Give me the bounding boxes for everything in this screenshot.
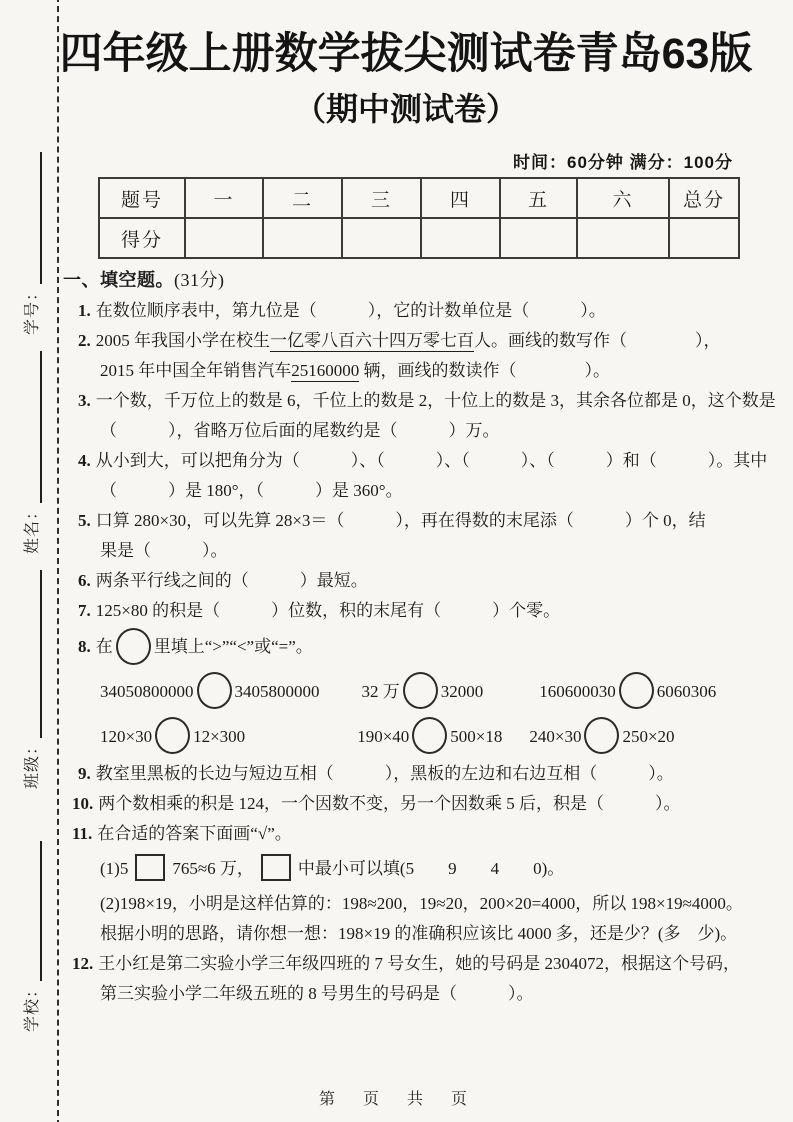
section-title: [63, 264, 779, 296]
text-run: 教室里黑板的长边与短边互相（ ），黑板的左边和右边互相（ ）。: [95, 763, 674, 783]
blank-circle: [412, 717, 447, 754]
question-line: [63, 296, 779, 326]
question-number: 1.: [78, 301, 91, 320]
question-number: 2.: [78, 331, 91, 350]
score-table-col-header: 一: [185, 178, 263, 218]
text-run: 果是（ ）。: [100, 541, 228, 560]
text-run: 在: [95, 637, 113, 656]
question-line: [63, 949, 779, 979]
question-number: 6.: [78, 571, 91, 590]
text-run: 6060306: [656, 681, 717, 701]
question-line: [63, 416, 779, 446]
score-value-cell: [342, 218, 421, 258]
score-table-col-header: 三: [342, 178, 421, 218]
text-run: 160600030: [539, 681, 616, 701]
score-value-cell: [185, 218, 263, 258]
text-run: 两条平行线之间的（ ）最短。: [95, 571, 368, 590]
text-run: 在合适的答案下面画“√”。: [97, 823, 292, 843]
text-run: 34050800000: [100, 681, 194, 701]
text-run: 32000: [440, 681, 484, 701]
question-line: [63, 386, 779, 416]
question-number: 8.: [78, 637, 91, 656]
text-run: 根据小明的思路，请你想一想：198×19 的准确积应该比 4000 多，还是少？(多 少)。: [100, 923, 738, 943]
page-footer: 第 页 共 页: [318, 1091, 473, 1108]
question-line: [63, 506, 779, 536]
sidebar-fields: [4, 66, 42, 1032]
question-line: [63, 566, 779, 596]
page-title: 四年级上册数学拔尖测试卷青岛63版: [59, 30, 753, 78]
blank-circle: [584, 717, 619, 754]
question-line: [63, 596, 779, 626]
exam-info: 时间：60分钟 满分：100分: [513, 153, 733, 172]
question-number: 12.: [72, 953, 94, 973]
sidebar-field-label: 学号：: [24, 283, 41, 335]
sidebar-fill-line: [37, 841, 42, 981]
question-number: 11.: [72, 823, 93, 843]
text-run: 500×18: [450, 726, 503, 746]
text-run: 从小到大，可以把角分为（ ）、（ ）、（ ）、（ ）和（ ）。其中: [95, 451, 768, 470]
score-table-col-header: 五: [500, 178, 577, 218]
dashed-cut-line: [57, 0, 59, 1122]
blank-circle: [116, 628, 151, 665]
text-run: （ ）是 180°，（ ）是 360°。: [100, 481, 403, 500]
question-line: [63, 759, 779, 789]
question-number: 7.: [78, 601, 91, 620]
text-run: 王小红是第二实验小学三年级四班的 7 号女生，她的号码是 2304072，根据这个号码，: [98, 953, 740, 973]
sidebar-field: [23, 351, 42, 554]
question-number: 10.: [72, 793, 94, 813]
question-line: [63, 626, 779, 669]
score-value-cell: [263, 218, 342, 258]
text-run: 2005 年我国小学在校生: [95, 331, 270, 350]
sidebar-fill-line: [37, 570, 42, 738]
question-line: [63, 819, 779, 849]
text-run: (31分): [174, 270, 225, 290]
sidebar-field-label: 班级：: [24, 737, 41, 789]
question-number: 3.: [78, 391, 91, 410]
score-table-corner-cell: 题号: [99, 178, 185, 218]
question-line: [63, 889, 779, 919]
question-line: [63, 979, 779, 1009]
score-value-cell: [500, 218, 577, 258]
text-run: 在数位顺序表中，第九位是（ ），它的计数单位是（ ）。: [95, 301, 606, 320]
score-value-cell: [577, 218, 669, 258]
blank-circle: [197, 672, 232, 709]
sidebar-field-label: 学校：: [24, 980, 41, 1032]
question-line: [63, 849, 779, 889]
question-number: 5.: [78, 511, 91, 530]
sidebar-field: [23, 570, 42, 789]
text-run: 12×300: [193, 726, 246, 746]
score-table: [98, 177, 740, 259]
question-line: [63, 476, 779, 506]
sidebar-fill-line: [37, 152, 42, 284]
question-line: [63, 919, 779, 949]
sidebar-fill-line: [37, 351, 42, 503]
question-number: 9.: [78, 763, 91, 783]
text-run: 一、填空题。: [63, 270, 174, 290]
question-line: [63, 669, 779, 714]
page-subtitle: （期中测试卷）: [293, 91, 518, 127]
text-run: 里填上“>”“<”或“=”。: [153, 637, 313, 656]
text-run: (2)198×19，小明是这样估算的：198≈200，19≈20，200×20=4000，所以 198×19≈4000。: [100, 893, 743, 913]
text-run: (1)5: [100, 858, 129, 878]
sidebar-field-label: 姓名：: [24, 502, 41, 554]
score-table-col-header: 二: [263, 178, 342, 218]
question-line: [63, 356, 779, 386]
question-line: [63, 714, 779, 759]
score-value-cell: [669, 218, 739, 258]
score-value-cell: [421, 218, 500, 258]
text-run: 辆，画线的数读作（ ）。: [359, 361, 610, 380]
question-line: [63, 446, 779, 476]
sidebar: [0, 66, 42, 1036]
text-run: 中最小可以填(5 9 4 0)。: [297, 858, 565, 878]
blank-circle: [619, 672, 654, 709]
question-line: [63, 789, 779, 819]
underlined-text: 一亿零八百六十四万零七百: [270, 331, 474, 350]
text-run: （ ），省略万位后面的尾数约是（ ）万。: [100, 421, 500, 440]
score-table-col-header: 总分: [669, 178, 739, 218]
text-run: 一个数，千万位上的数是 6，千位上的数是 2，十位上的数是 3，其余各位都是 0，这个数是: [95, 391, 776, 410]
text-run: 3405800000: [234, 681, 320, 701]
blank-circle: [403, 672, 438, 709]
text-run: 2015 年中国全年销售汽车: [100, 361, 292, 380]
text-run: 32 万: [361, 681, 400, 701]
sidebar-field: [23, 841, 42, 1032]
score-label-cell: 得分: [99, 218, 185, 258]
text-run: 口算 280×30，可以先算 28×3＝（ ），再在得数的末尾添（ ）个 0，结: [95, 511, 706, 530]
text-run: 人。画线的数写作（ ），: [474, 331, 721, 350]
text-run: 250×20: [622, 726, 675, 746]
text-run: 240×30: [529, 726, 582, 746]
text-run: 第三实验小学二年级五班的 8 号男生的号码是（ ）。: [100, 983, 534, 1003]
score-table-body: [99, 178, 739, 258]
score-table-score-row: [99, 218, 739, 258]
score-table-col-header: 四: [421, 178, 500, 218]
text-run: 765≈6 万，: [172, 858, 254, 878]
answer-box: [135, 854, 165, 881]
underlined-text: 25160000: [291, 361, 360, 380]
text-run: 两个数相乘的积是 124，一个因数不变，另一个因数乘 5 后，积是（ ）。: [98, 793, 681, 813]
text-run: 190×40: [357, 726, 410, 746]
score-table-header-row: [99, 178, 739, 218]
question-section: [63, 264, 779, 1009]
blank-circle: [155, 717, 190, 754]
text-run: 120×30: [100, 726, 153, 746]
answer-box: [261, 854, 291, 881]
sidebar-field: [23, 152, 42, 335]
question-line: [63, 536, 779, 566]
question-line: [63, 326, 779, 356]
score-table-col-header: 六: [577, 178, 669, 218]
question-number: 4.: [78, 451, 91, 470]
text-run: 125×80 的积是（ ）位数，积的末尾有（ ）个零。: [95, 601, 561, 620]
